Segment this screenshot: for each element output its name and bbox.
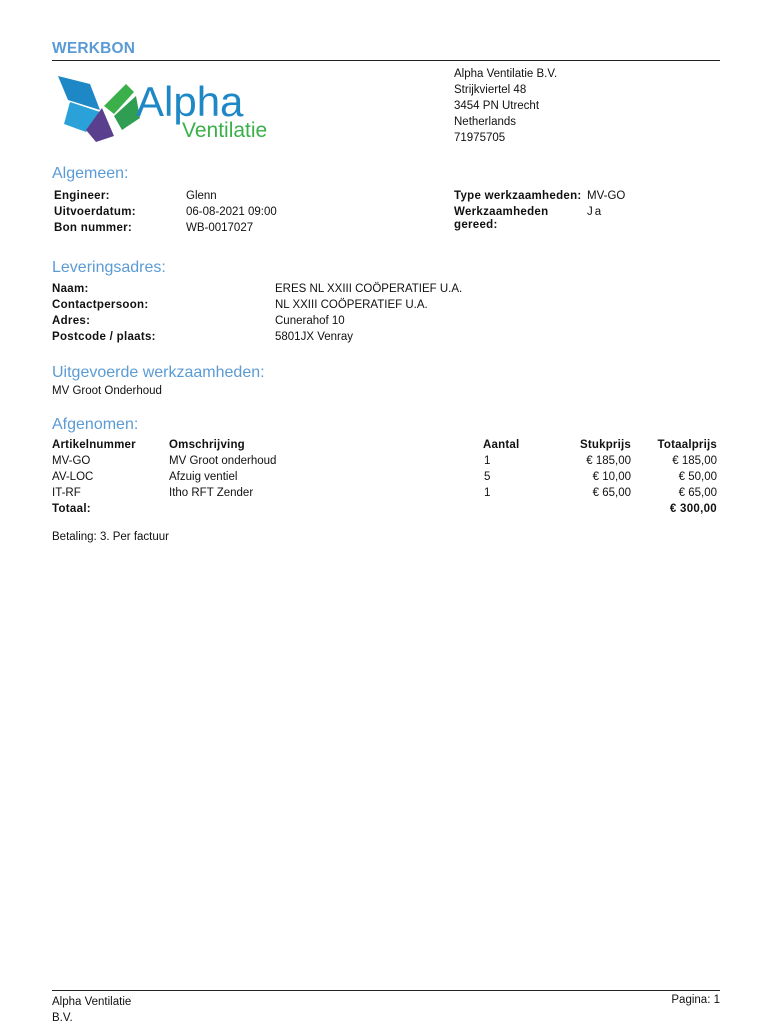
- section-heading-items: Afgenomen:: [52, 416, 139, 433]
- table-row-2-description: Afzuig ventiel: [169, 471, 238, 483]
- section-heading-delivery: Leveringsadres:: [52, 259, 166, 276]
- table-row-3-total-price: € 65,00: [678, 487, 717, 499]
- bon-number-label: Bon nummer:: [54, 222, 133, 234]
- delivery-contact-label: Contactpersoon:: [52, 299, 149, 311]
- column-header-qty: Aantal: [483, 439, 520, 451]
- column-header-article: Artikelnummer: [52, 439, 136, 451]
- table-row-1-description: MV Groot onderhoud: [169, 455, 277, 467]
- date-label: Uitvoerdatum:: [54, 206, 136, 218]
- company-city: 3454 PN Utrecht: [454, 100, 540, 112]
- table-row-1-unit-price: € 185,00: [586, 455, 631, 467]
- table-row-3-article: IT-RF: [52, 487, 81, 499]
- total-value: € 300,00: [669, 503, 717, 515]
- table-row-2-total-price: € 50,00: [678, 471, 717, 483]
- table-row-3-qty: 1: [484, 487, 491, 499]
- header-divider: [52, 60, 720, 61]
- table-row-2-unit-price: € 10,00: [592, 471, 631, 483]
- work-type-label: Type werkzaamheden:: [454, 190, 582, 202]
- work-type-value: MV-GO: [587, 190, 626, 202]
- company-country: Netherlands: [454, 116, 517, 128]
- engineer-value: Glenn: [186, 190, 217, 202]
- date-value: 06-08-2021 09:00: [186, 206, 277, 218]
- column-header-description: Omschrijving: [169, 439, 245, 451]
- page-number: Pagina: 1: [671, 994, 720, 1006]
- table-row-1-qty: 1: [484, 455, 491, 467]
- company-name: Alpha Ventilatie B.V.: [454, 68, 558, 80]
- footer-company-line1: Alpha Ventilatie: [52, 996, 132, 1008]
- table-row-3-unit-price: € 65,00: [592, 487, 631, 499]
- work-description: MV Groot Onderhoud: [52, 385, 162, 397]
- table-row-3-description: Itho RFT Zender: [169, 487, 254, 499]
- table-row-2-article: AV-LOC: [52, 471, 94, 483]
- alpha-ventilatie-logo-icon: [56, 70, 296, 145]
- logo-word-alpha: Alpha: [136, 78, 244, 125]
- footer-company-line2: B.V.: [52, 1012, 73, 1024]
- delivery-name-value: ERES NL XXIII COÖPERATIEF U.A.: [275, 283, 463, 295]
- work-done-label-line2: gereed:: [454, 219, 498, 231]
- bon-number-value: WB-0017027: [186, 222, 254, 234]
- delivery-postcode-label: Postcode / plaats:: [52, 331, 156, 343]
- work-done-value: Ja: [587, 206, 604, 218]
- section-heading-general: Algemeen:: [52, 165, 129, 182]
- column-header-total-price: Totaalprijs: [657, 439, 717, 451]
- delivery-address-value: Cunerahof 10: [275, 315, 345, 327]
- company-street: Strijkviertel 48: [454, 84, 527, 96]
- table-row-2-qty: 5: [484, 471, 491, 483]
- section-heading-work: Uitgevoerde werkzaamheden:: [52, 364, 265, 381]
- column-header-unit-price: Stukprijs: [579, 439, 631, 451]
- logo-word-ventilatie: Ventilatie: [182, 119, 268, 142]
- engineer-label: Engineer:: [54, 190, 110, 202]
- delivery-postcode-value: 5801JX Venray: [275, 331, 354, 343]
- table-row-1-total-price: € 185,00: [672, 455, 717, 467]
- document-title: WERKBON: [52, 40, 136, 57]
- delivery-contact-value: NL XXIII COÖPERATIEF U.A.: [275, 299, 428, 311]
- footer-company: [52, 994, 131, 1026]
- total-label: Totaal:: [52, 503, 91, 515]
- payment-terms: Betaling: 3. Per factuur: [52, 531, 169, 543]
- company-address: [454, 66, 557, 146]
- delivery-name-label: Naam:: [52, 283, 89, 295]
- footer-divider: [52, 990, 720, 991]
- company-phone: 71975705: [454, 132, 506, 144]
- delivery-address-label: Adres:: [52, 315, 91, 327]
- table-row-1-article: MV-GO: [52, 455, 91, 467]
- work-done-label-line1: Werkzaamheden: [454, 206, 549, 218]
